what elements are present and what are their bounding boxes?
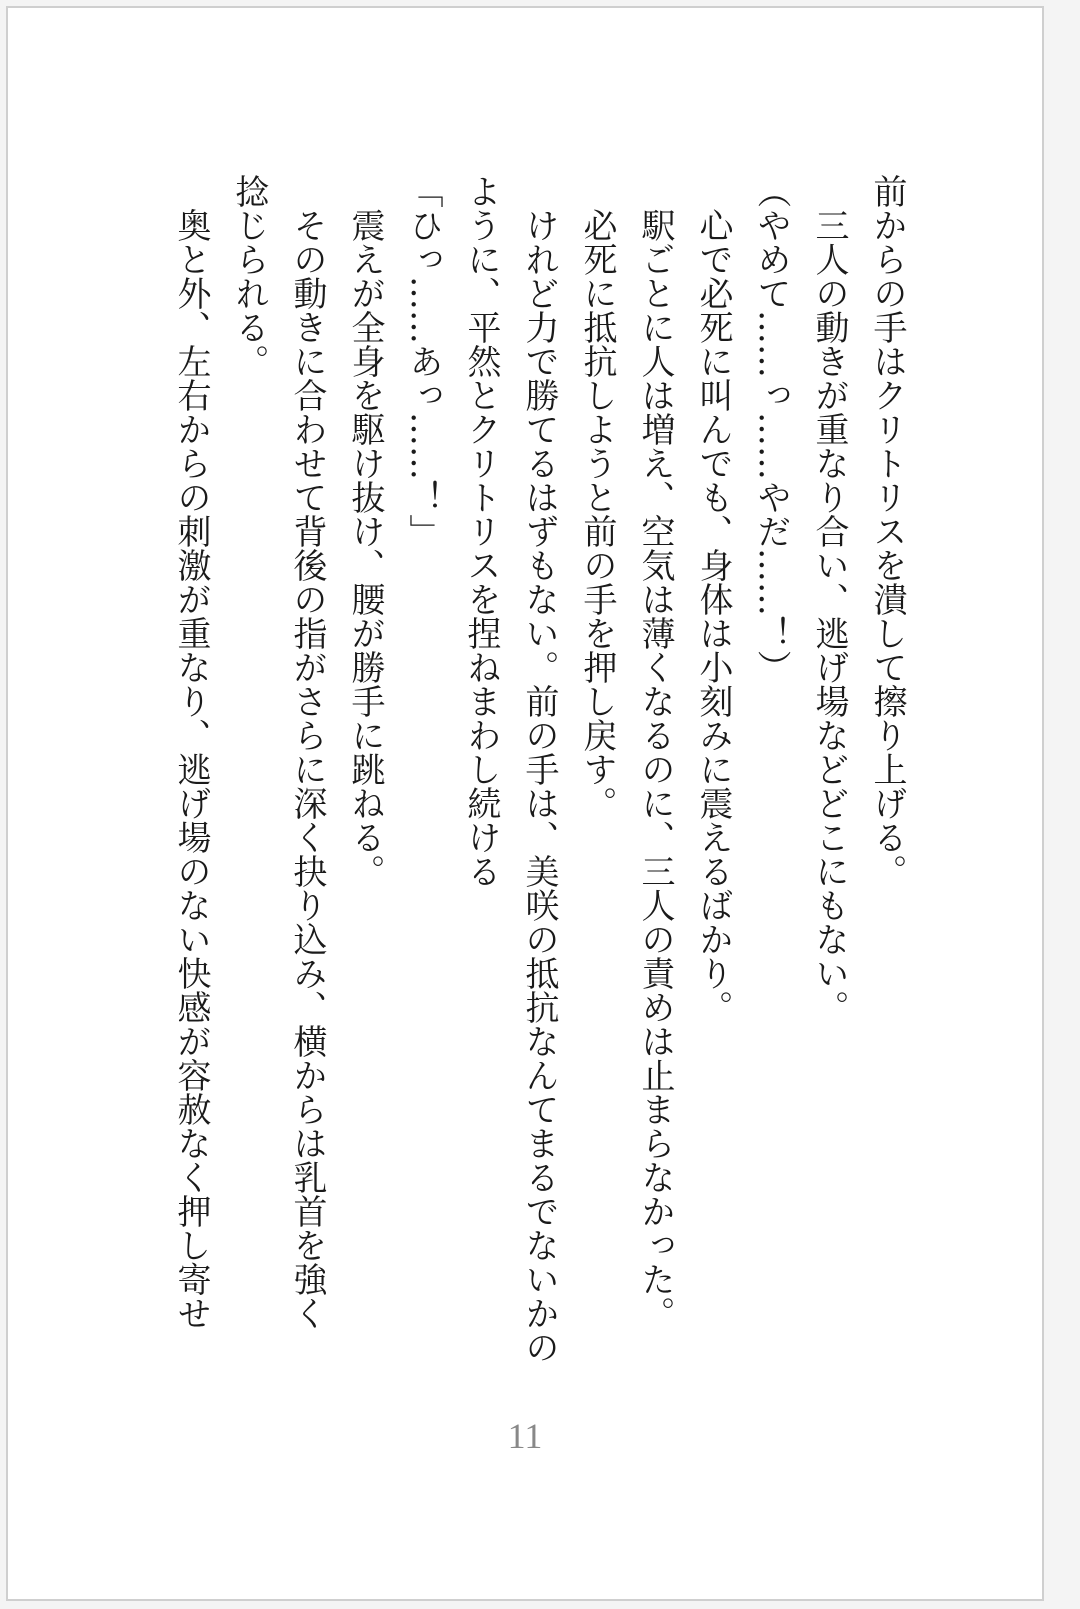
text-line: 奥と外、左右からの刺激が重なり、逃げ場のない快感が容赦なく押し寄せ bbox=[171, 174, 211, 1330]
text-line: 駅ごとに人は増え、空気は薄くなるのに、三人の責めは止まらなかった。 bbox=[635, 174, 675, 1330]
text-line: 必死に抵抗しようと前の手を押し戻す。 bbox=[577, 174, 617, 820]
text-line: 心で必死に叫んでも、身体は小刻みに震えるばかり。 bbox=[693, 174, 733, 1024]
text-line: けれど力で勝てるはずもない。前の手は、美咲の抵抗なんてまるでないかの bbox=[519, 174, 559, 1364]
text-line: 捻じられる。 bbox=[229, 174, 269, 378]
text-line: 前からの手はクリトリスを潰して擦り上げる。 bbox=[867, 174, 907, 888]
book-page bbox=[6, 6, 1044, 1601]
text-line: 「ひっ……あっ……！」 bbox=[403, 174, 443, 548]
body-text bbox=[160, 174, 916, 1374]
page-number: 11 bbox=[507, 1416, 543, 1456]
text-line: 震えが全身を駆け抜け、腰が勝手に跳ねる。 bbox=[345, 174, 385, 888]
text-line: 三人の動きが重なり合い、逃げ場などどこにもない。 bbox=[809, 174, 849, 1024]
text-line: ように、平然とクリトリスを捏ねまわし続ける bbox=[461, 174, 501, 888]
text-line: その動きに合わせて背後の指がさらに深く抉り込み、横からは乳首を強く bbox=[287, 174, 327, 1330]
text-line: （やめて……っ……やだ……！） bbox=[751, 174, 791, 684]
